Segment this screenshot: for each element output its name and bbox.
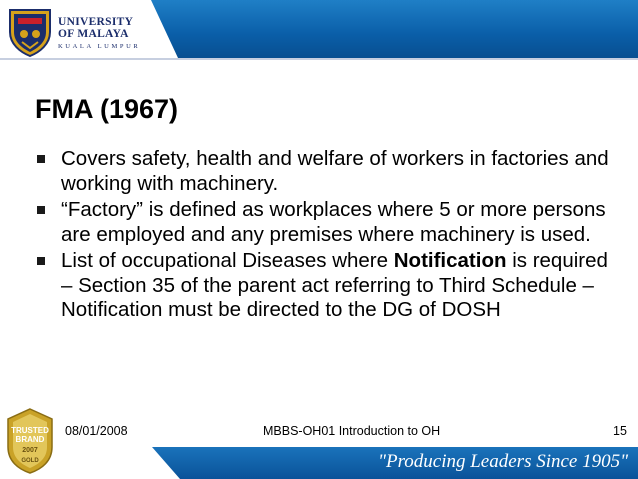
slogan: "Producing Leaders Since 1905" bbox=[378, 451, 629, 472]
square-bullet-icon bbox=[37, 257, 45, 265]
bullet-text-start: List of occupational Diseases where bbox=[61, 249, 394, 272]
square-bullet-icon bbox=[37, 155, 45, 163]
university-logo bbox=[4, 6, 152, 58]
header-divider bbox=[0, 58, 638, 60]
bullet-item bbox=[33, 249, 613, 323]
trusted-brand-badge-icon bbox=[2, 407, 58, 475]
header bbox=[0, 0, 638, 68]
bullet-text: “Factory” is defined as workplaces where 5 or more persons are employed and any premises where machinery is used. bbox=[61, 198, 606, 246]
bullet-text: Covers safety, health and welfare of workers in factories and working with machinery. bbox=[61, 147, 609, 195]
header-band bbox=[150, 0, 638, 58]
crest-icon bbox=[4, 6, 56, 58]
bullet-list bbox=[33, 147, 613, 325]
university-name bbox=[58, 16, 133, 40]
bullet-item bbox=[33, 198, 613, 247]
university-line2: OF MALAYA bbox=[58, 28, 129, 40]
badge-level: GOLD bbox=[21, 458, 39, 464]
bullet-item bbox=[33, 147, 613, 196]
square-bullet-icon bbox=[37, 206, 45, 214]
badge-year: 2007 bbox=[22, 447, 38, 454]
footer-date: 08/01/2008 bbox=[65, 424, 128, 438]
footer-course: MBBS-OH01 Introduction to OH bbox=[263, 424, 441, 438]
bullet-text-end: is required – Section 35 of the parent act referring to Third Schedule – Notification must be directed to the DG of DOSH bbox=[61, 249, 608, 321]
university-location: KUALA LUMPUR bbox=[58, 43, 141, 50]
badge-line1: TRUSTED bbox=[11, 426, 49, 435]
slide-title: FMA (1967) bbox=[35, 94, 179, 124]
badge-line2: BRAND bbox=[15, 435, 45, 444]
page-number: 15 bbox=[613, 424, 627, 438]
university-line1: UNIVERSITY bbox=[58, 16, 134, 28]
bullet-text-bold: Notification bbox=[393, 249, 507, 272]
